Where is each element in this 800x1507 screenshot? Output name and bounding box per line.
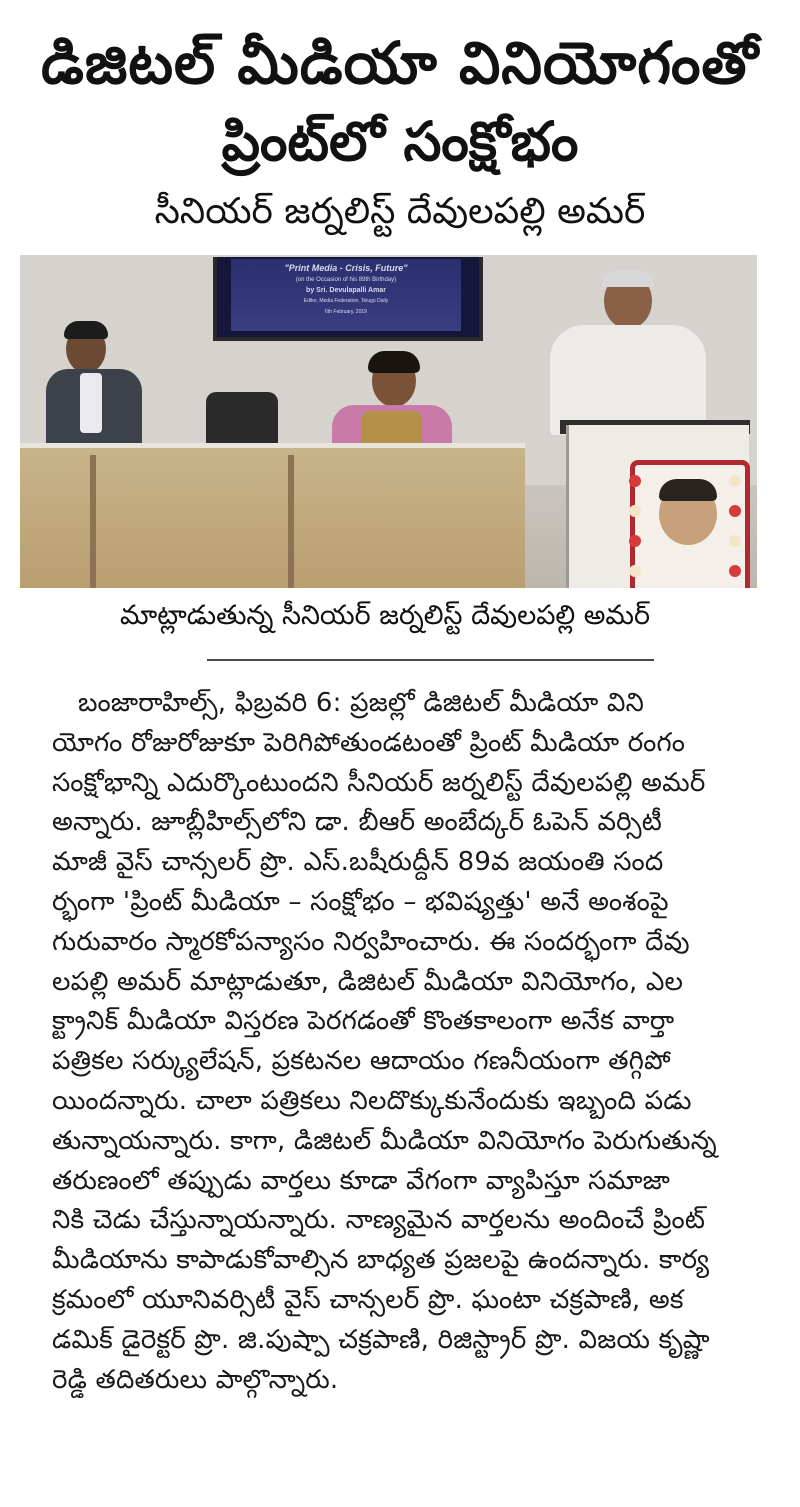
body-line: లపల్లి అమర్ మాట్లాడుతూ, డిజిటల్ మీడియా వినియోగం, ఎల [52, 966, 684, 997]
screen-date: 6th February, 2019 [325, 309, 367, 315]
body-line: బంజారాహిల్స్, ఫిబ్రవరి 6: ప్రజల్లో డిజిటల్ మీడియా విని [78, 688, 645, 718]
garlanded-portrait [630, 460, 750, 588]
body-line: క్రమంలో యూనివర్సిటీ వైస్ చాన్సలర్ ప్రొ. ఘంటా చక్రపాణి, అక [52, 1284, 684, 1315]
body-line: మాజీ వైస్ చాన్సలర్ ప్రొ. ఎస్.బషీరుద్దీన్ 89వ జయంతి సంద [52, 847, 664, 878]
table-leg-right [288, 455, 294, 588]
article-body [52, 684, 770, 1400]
body-line: యిందన్నారు. చాలా పత్రికలు నిలదొక్కుకునేందుకు ఇబ్బంది పడు [52, 1085, 692, 1116]
projector-screen [213, 257, 483, 341]
divider-rule [207, 659, 654, 661]
table-leg-left [90, 455, 96, 588]
subheadline: సీనియర్ జర్నలిస్ట్ దేవులపల్లి అమర్ [154, 191, 646, 232]
body-line: యోగం రోజురోజుకూ పెరిగిపోతుండటంతో ప్రింట్ మీడియా రంగం [52, 727, 686, 758]
body-line: తున్నాయన్నారు. కాగా, డిజిటల్ మీడియా వినియోగం పెరుగుతున్న [52, 1125, 717, 1156]
body-line: సంక్షోభాన్ని ఎదుర్కొంటుందని సీనియర్ జర్నలిస్ట్ దేవులపల్లి అమర్ [52, 767, 706, 798]
body-line: క్ట్రానిక్ మీడియా విస్తరణ పెరగడంతో కొంతకాలంగా అనేక వార్తా [52, 1006, 675, 1037]
screen-title: "Print Media - Crisis, Future" [284, 263, 408, 273]
headline-line-1: డిజిటల్ మీడియా వినియోగంతో [40, 29, 760, 97]
headline-line-2: ప్రింట్‌లో సంక్షోభం [221, 110, 579, 173]
body-line: ర్భంగా 'ప్రింట్ మీడియా – సంక్షోభం – భవిష్యత్తు' అనే అంశంపై [52, 886, 669, 917]
screen-speaker: by Sri. Devulapalli Amar [306, 287, 386, 294]
screen-affiliation: Editor, Media Federation, Telugu Daily [303, 298, 389, 304]
body-line: డమిక్ డైరెక్టర్ ప్రొ. జి.పుష్పా చక్రపాణి, రిజిస్ట్రార్ ప్రొ. విజయ కృష్ణా [52, 1324, 710, 1355]
body-line: మీడియాను కాపాడుకోవాల్సిన బాధ్యత ప్రజలపై ఉందన్నారు. కార్య [52, 1245, 710, 1276]
body-line: రెడ్డి తదితరులు పాల్గొన్నారు. [52, 1364, 339, 1395]
news-photo [20, 255, 757, 588]
body-line: అన్నారు. జూబ్లీహిల్స్‌లోని డా. బీఆర్ అంబేద్కర్ ఓపెన్ వర్సిటీ [52, 807, 663, 838]
body-line: తరుణంలో తప్పుడు వార్తలు కూడా వేగంగా వ్యాపిస్తూ సమాజా [52, 1165, 671, 1196]
screen-occasion: (on the Occasion of his 89th Birthday) [295, 277, 397, 283]
body-line: పత్రికల సర్క్యులేషన్, ప్రకటనల ఆదాయం గణనీయంగా తగ్గిపో [52, 1046, 671, 1077]
body-line: గురువారం స్మారకోపన్యాసం నిర్వహించారు. ఈ సందర్భంగా దేవు [52, 926, 690, 957]
body-line: నికి చెడు చేస్తున్నాయన్నారు. నాణ్యమైన వార్తలను అందించే ప్రింట్ [52, 1205, 706, 1236]
photo-caption: మాట్లాడుతున్న సీనియర్ జర్నలిస్ట్ దేవులపల్లి అమర్ [120, 600, 650, 631]
